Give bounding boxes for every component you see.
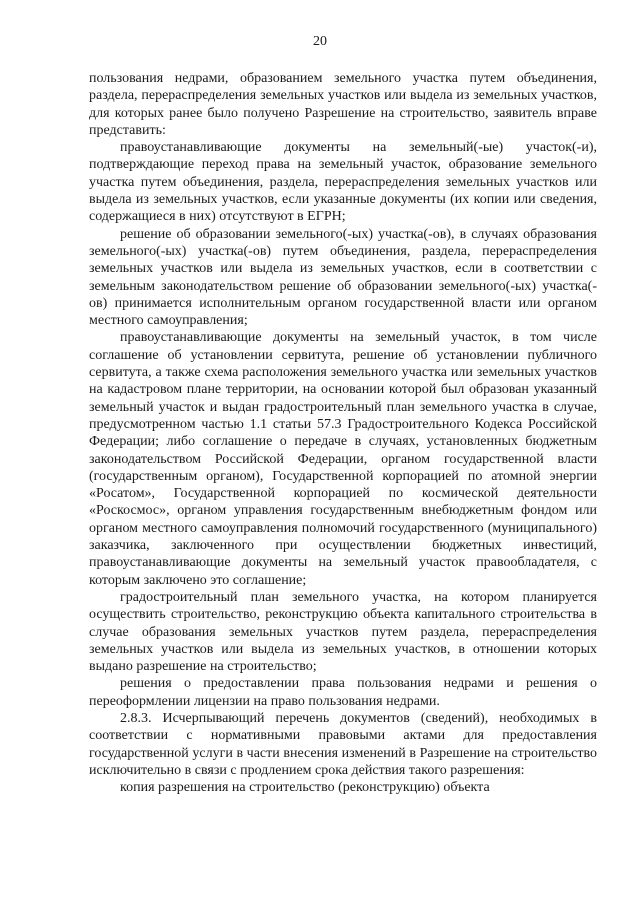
paragraph-title-documents: правоустанавливающие документы на земельный(-ые) участок(-и), подтверждающие переход права на земельный участок, образование земельного участка путем объединения, раздела, перераспределения земельных участков или выдела из земельных участков, если указанные документы (их копии или сведения, содержащиеся в них) отсутствуют в ЕГРН; — [89, 140, 597, 225]
document-body — [89, 70, 597, 796]
paragraph-land-title-documents: правоустанавливающие документы на земельный участок, в том числе соглашение об установлении сервитута, решение об установлении публичного сервитута, а также схема расположения земельного участка или земельных участков на кадастровом плане территории, на основании которой был образован указанный земельный участок и выдан градостроительный план земельного участка в случае, предусмотренном частью 1.1 статьи 57.3 Градостроительного Кодекса Российской Федерации; либо соглашение о передаче в случаях, установленных бюджетным законодательством Российской Федерации, органом государственной власти (государственным органом), Государственной корпорацией по атомной энергии «Росатом», Государственной корпорацией по космической деятельности «Роскосмос», органом управления государственным внебюджетным фондом или органом местного самоуправления полномочий государственного (муниципального) заказчика, заключенного при осуществлении бюджетных инвестиций, правоустанавливающие документы на земельный участок правообладателя, с которым заключено это соглашение; — [89, 330, 597, 588]
paragraph-permit-copy: копия разрешения на строительство (реконструкцию) объекта — [120, 780, 490, 796]
paragraph-subsoil-decisions: решения о предоставлении права пользования недрами и решения о переоформлении лицензии на право пользования недрами. — [89, 676, 597, 709]
paragraph-land-formation-decision: решение об образовании земельного(-ых) участка(-ов), в случаях образования земельного(-ых) участка(-ов) путем объединения, раздела, перераспределения земельных участков или выдела из земельных участков, если в соответствии с земельным законодательством решение об образовании земельного(-ых) участка(-ов) принимается исполнительным органом государственной власти или органом местного самоуправления; — [89, 226, 597, 329]
paragraph-section-2-8-3: 2.8.3. Исчерпывающий перечень документов (сведений), необходимых в соответствии с нормативными правовыми актами для предоставления государственной услуги в части внесения изменений в Разрешение на строительство исключительно в связи с продлением срока действия такого разрешения: — [89, 710, 597, 778]
page-number: 20 — [313, 34, 327, 49]
paragraph-urban-plan: градостроительный план земельного участка, на котором планируется осуществить строительство, реконструкцию объекта капитального строительства в случае образования земельных участков путем раздела, перераспределения земельных участков или выдела из земельных участков, в отношении которых выдано разрешение на строительство; — [89, 589, 597, 675]
paragraph-intro-continuation: пользования недрами, образованием земельного участка путем объединения, раздела, перераспределения земельных участков или выдела из земельных участков, для которых ранее было получено Разрешение на строительство, заявитель вправе представить: — [89, 71, 597, 138]
